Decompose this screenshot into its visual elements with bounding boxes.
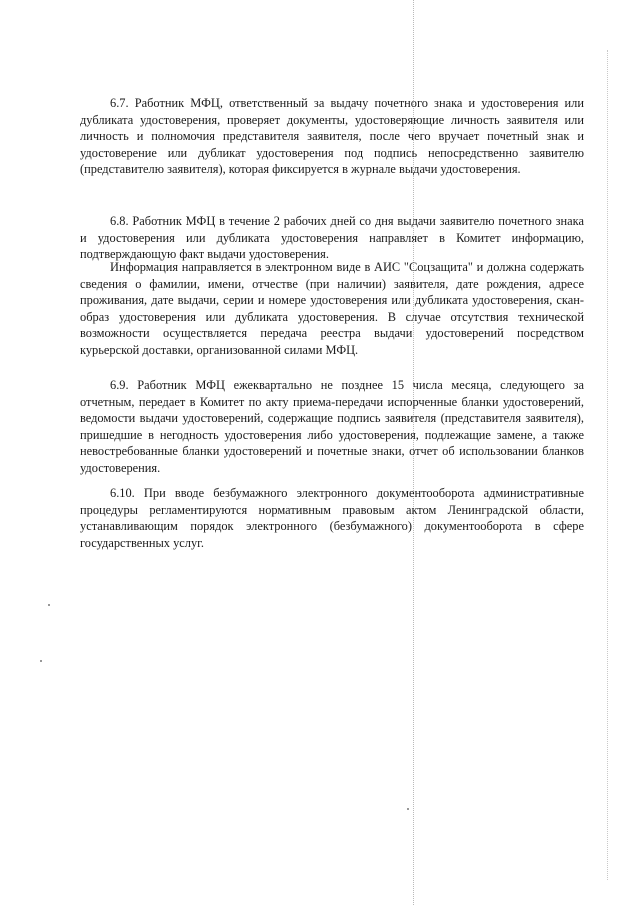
scan-speck [48, 604, 50, 606]
paragraph-6-7: 6.7. Работник МФЦ, ответственный за выдачу почетного знака и удостоверения или дубликата удостоверения, проверяет документы, удостоверяющие личность заявителя или личность и полномочия представителя заявителя, после чего вручает почетный знак и удостоверение или дубликат удостоверения под подпись непосредственно заявителю (представителю заявителя), которая фиксируется в журнале выдачи удостоверения. [80, 96, 584, 177]
paragraph-information: Информация направляется в электронном виде в АИС "Соцзащита" и должна содержать сведения о фамилии, имени, отчестве (при наличии) заявителя, дате рождения, адресе проживания, дате выдачи, серии и номере удостоверения или дубликата удостоверения, скан-образ удостоверения или дубликата удостоверения. В случае отсутствия технической возможности осуществляется передача реестра выдачи удостоверений посредством курьерской доставки, организованной силами МФЦ. [80, 260, 584, 357]
paragraph-6-10: 6.10. При вводе безбумажного электронного документооборота административные процедуры регламентируются нормативным правовым актом Ленинградской области, устанавливающим порядок электронного (безбумажного) документооборота в сфере государственных услуг. [80, 486, 584, 550]
paragraph-6-8: 6.8. Работник МФЦ в течение 2 рабочих дней со дня выдачи заявителю почетного знака и удостоверения или дубликата удостоверения направляет в Комитет информацию, подтверждающую факт выдачи удостоверения. [80, 214, 584, 262]
scan-speck [40, 660, 42, 662]
paragraph-6-9: 6.9. Работник МФЦ ежеквартально не позднее 15 числа месяца, следующего за отчетным, передает в Комитет по акту приема-передачи испорченные бланки удостоверений, ведомости выдачи удостоверений, содержащие подпись заявителя (представителя заявителя), пришедшие в негодность удостоверения либо удостоверения, подлежащие замене, а также невостребованные бланки удостоверений и почетные знаки, отчет об использовании бланков удостоверения. [80, 378, 584, 475]
scan-edge-line [607, 50, 608, 880]
scan-speck [407, 808, 409, 810]
